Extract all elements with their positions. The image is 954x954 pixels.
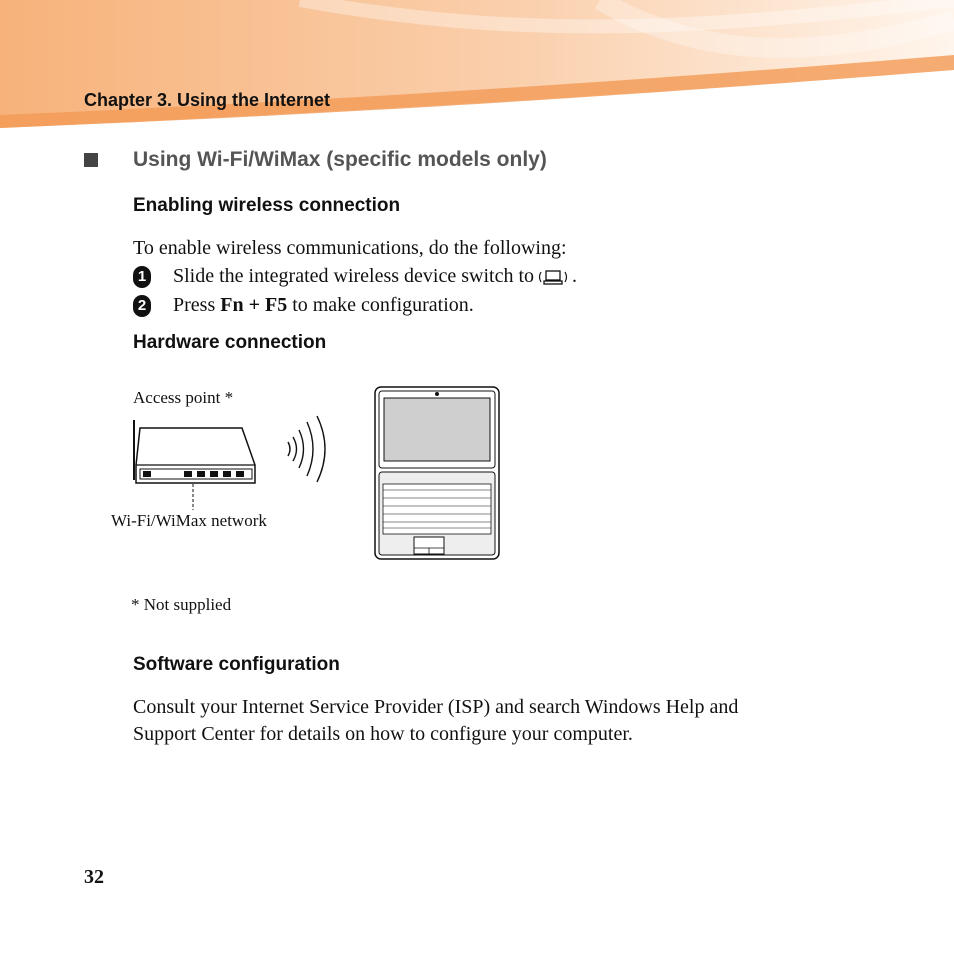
hardware-diagram [100,380,520,570]
step-2-pre: Press [173,294,216,316]
key-combo: Fn + F5 [220,294,288,316]
network-label: Wi-Fi/WiMax network [111,511,267,530]
software-line-1: Consult your Internet Service Provider (ISP) and search Windows Help and [133,696,739,718]
laptop-icon [375,387,499,559]
section-title [84,148,547,172]
router-icon [134,420,255,510]
software-heading: Software configuration [133,654,340,675]
footnote: * Not supplied [131,595,232,614]
enabling-heading: Enabling wireless connection [133,195,401,216]
step-2 [133,294,474,317]
enabling-intro: To enable wireless communications, do the following: [133,237,567,259]
step-number: 2 [133,295,151,317]
wireless-waves-icon [288,416,325,482]
step-1-tail: . [572,265,578,287]
step-2-post: to make configuration. [292,294,474,316]
access-point-label: Access point * [133,388,234,407]
step-1-text: Slide the integrated wireless device switch to [173,265,535,287]
step-1 [133,265,577,288]
step-number: 1 [133,266,151,288]
chapter-title: Chapter 3. Using the Internet [84,90,331,110]
page-number: 32 [84,866,104,888]
hardware-heading: Hardware connection [133,332,327,353]
wireless-switch-icon [536,267,570,287]
square-bullet-icon [84,153,98,167]
section-title-text: Using Wi-Fi/WiMax (specific models only) [133,148,547,171]
software-line-2: Support Center for details on how to configure your computer. [133,723,633,745]
